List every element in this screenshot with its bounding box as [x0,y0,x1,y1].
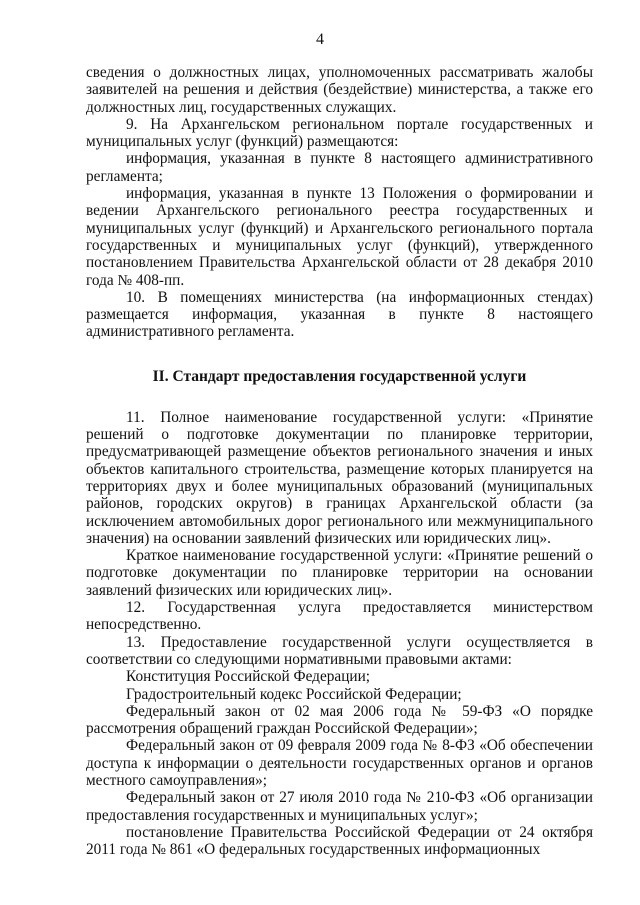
legal-act-210fz: Федеральный закон от 27 июля 2010 года № 210-ФЗ «Об организации предоставления государственных и муниципальных услуг»; [86,789,593,824]
legal-act-8fz: Федеральный закон от 09 февраля 2009 года № 8-ФЗ «Об обеспечении доступа к информации о деятельности государственных органов и органов местного самоуправления»; [86,737,593,789]
document-body [86,64,593,858]
paragraph-10-premises: 10. В помещениях министерства (на информационных стендах) размещается информация, указанная в пункте 8 настоящего административного регламента. [86,288,593,341]
legal-act-urban-code: Градостроительный кодекс Российской Федерации; [126,685,462,703]
paragraph-9-item-2: информация, указанная в пункте 13 Положения о формировании и ведении Архангельского регионального реестра государственных и муниципальных услуг (функций) и Архангельского регионального портала государственных и муниципальных услуг (функций), утвержденного постановлением Правительства Архангельской области от 28 декабря 2010 года № 408-пп. [86,185,593,289]
paragraph-12-provider: 12. Государственная услуга предоставляется министерством непосредственно. [86,599,593,634]
paragraph-short-name: Краткое наименование государственной услуги: «Принятие решений о подготовке документации по планировке территории на основании заявлений физических или юридических лиц». [86,547,593,599]
paragraph-11-full-name: 11. Полное наименование государственной услуги: «Принятие решений о подготовке документации по планировке территории, предусматривающей размещение объектов регионального значения и иных объектов капитального строительства, размещение которых планируется на территориях двух и более муниципальных образований (муниципальных районов, городских округов) в границах Архангельской области (за исключением автомобильных дорог регионального или межмуниципального значения) на основании заявлений физических или юридических лиц». [86,408,593,547]
paragraph-officials-info: сведения о должностных лицах, уполномоченных рассматривать жалобы заявителей на решения и действия (бездействие) министерства, а также его должностных лиц, государственных служащих. [86,64,593,116]
paragraph-9-portal: 9. На Архангельском региональном портале государственных и муниципальных услуг (функций) размещаются: [86,115,593,151]
paragraph-9-item-1: информация, указанная в пункте 8 настоящего административного регламента; [86,150,593,185]
legal-act-59fz: Федеральный закон от 02 мая 2006 года № 59-ФЗ «О порядке рассмотрения обращений граждан Российской Федерации»; [86,702,593,738]
page-number: 4 [316,31,324,48]
legal-act-constitution: Конституция Российской Федерации; [126,668,371,686]
legal-act-resolution-861: постановление Правительства Российской Федерации от 24 октября 2011 года № 861 «О федеральных государственных информационных [86,823,593,859]
section-heading: II. Стандарт предоставления государственной услуги [152,367,527,385]
paragraph-13-legal-acts: 13. Предоставление государственной услуги осуществляется в соответствии со следующими нормативными правовыми актами: [86,633,593,668]
